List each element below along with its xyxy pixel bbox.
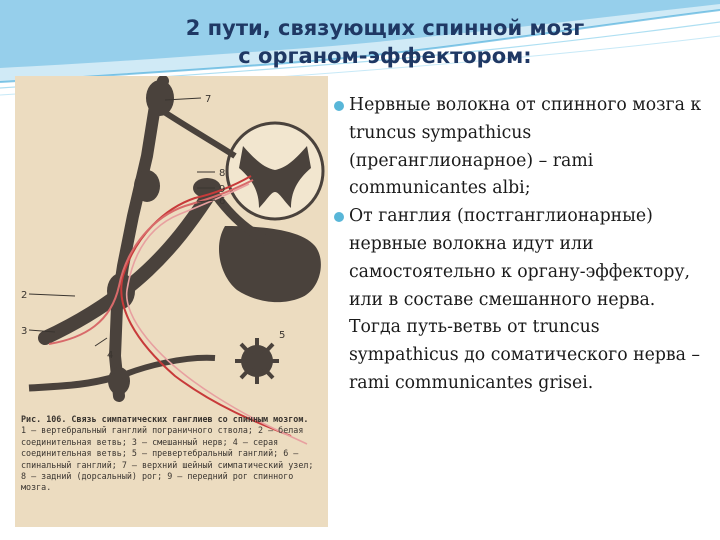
prevertebral-ganglion-rays: [235, 338, 279, 384]
rami-communicantes-upper: [155, 106, 235, 156]
figure-caption-text: 1 — вертебральный ганглий пограничного ствола; 2 — белая соединительная ветвь; 3 — смешанный нерв; 4 — серая соединительная ветвь; 5 — превертебральный ганглий; 6 — спинальный ганглий; 7 — верхний шейный симпатический узел; 8 — задний (дорсальный) рог; 9 — передний рог спинного мозга.: [21, 425, 314, 493]
label-9: 9: [219, 184, 226, 195]
label-6: 6: [219, 196, 226, 207]
figure-caption-title: Рис. 106. Связь симпатических ганглиев со спинным мозгом.: [21, 414, 309, 424]
label-8: 8: [219, 168, 226, 179]
bullet-text: От ганглия (постганглионарные) нервные волокна идут или самостоятельно к органу-эффектору, или в составе смешанного нерва. Тогда путь-ветвь от truncus sympathicus до соматического нерва – rami communicantes grisei.: [349, 206, 701, 393]
leader-2: [29, 294, 75, 296]
label-5: 5: [279, 330, 286, 341]
branch-to-left: [29, 376, 119, 388]
slide-title-line-1: 2 пути, связующих спинной мозг: [185, 16, 585, 40]
label-4: 4: [107, 350, 114, 361]
bullet-text: Нервные волокна от спинного мозга к truncus sympathicus (преганглионарное) – rami communicantes albi;: [349, 95, 702, 199]
figure-caption: [21, 414, 321, 494]
bullet-list: [334, 92, 706, 398]
bullet-item: [334, 92, 706, 203]
slide-title-line-2: с органом-эффектором:: [238, 44, 532, 68]
slide-title: [150, 14, 620, 70]
bullet-marker-icon: [334, 212, 344, 222]
label-7: 7: [205, 94, 212, 105]
leader-4: [95, 338, 107, 346]
bullet-item: [334, 203, 706, 398]
vertebral-ganglion-upper: [134, 170, 160, 202]
sympathetic-ganglia-figure: [15, 76, 328, 527]
label-3: 3: [21, 326, 28, 337]
bullet-marker-icon: [334, 101, 344, 111]
label-2: 2: [21, 290, 28, 301]
